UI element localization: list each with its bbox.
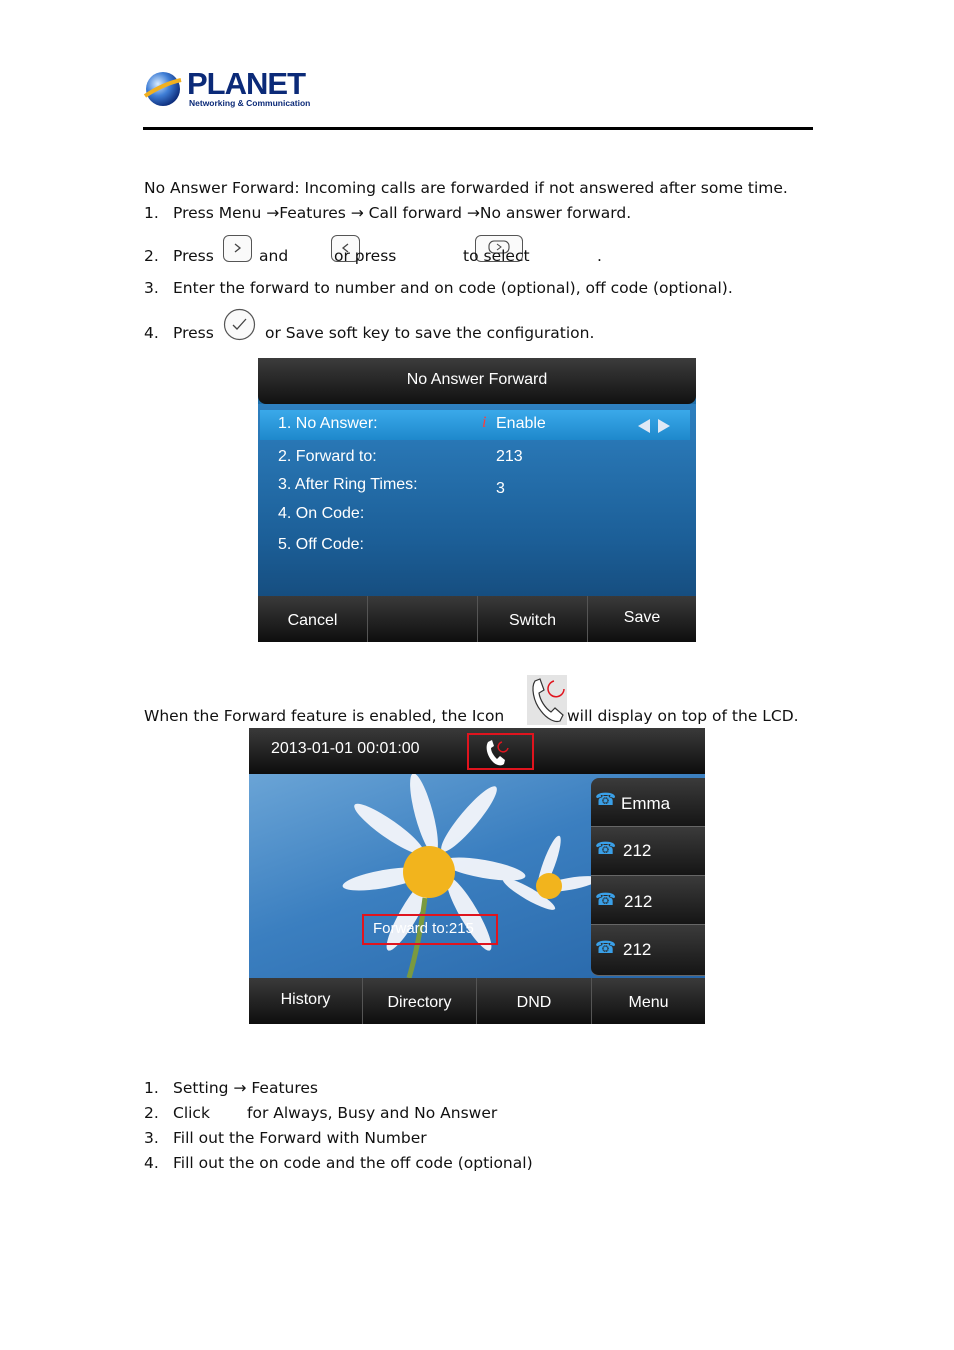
lcd1-row-off-code: 5. Off Code: — [278, 536, 364, 553]
step-1-text: Press Menu →Features → Call forward →No answer forward. — [173, 204, 632, 222]
globe-icon — [143, 70, 183, 108]
line-key-4[interactable] — [591, 925, 705, 976]
phone-icon: ☎ — [595, 890, 617, 909]
softkey-cancel[interactable]: Cancel — [258, 596, 368, 642]
lcd1-title: No Answer Forward — [258, 358, 696, 404]
phone-icon: ☎ — [595, 790, 617, 809]
lcd1-value-after-ring[interactable]: 3 — [496, 480, 505, 497]
brand-name: PLANET — [187, 66, 305, 101]
line-key-3[interactable] — [591, 876, 705, 925]
step-2-press: Press — [173, 247, 214, 265]
icon-line-after: will display on top of the LCD. — [567, 707, 799, 725]
softkey-menu[interactable]: Menu — [628, 994, 669, 1011]
lcd-no-answer-forward — [258, 358, 696, 642]
web-step-2-click: Click — [173, 1104, 210, 1122]
brand-tagline: Networking & Communication — [189, 98, 311, 108]
lcd1-row-on-code: 4. On Code: — [278, 505, 365, 522]
softkey-dnd[interactable]: DND — [477, 978, 592, 1024]
softkey-directory[interactable]: Directory — [363, 978, 477, 1024]
step-2-to-select: to select — [463, 247, 530, 265]
right-key-icon — [223, 235, 252, 262]
planet-logo — [143, 66, 311, 110]
softkey-empty[interactable] — [368, 596, 478, 642]
lcd2-forward-label: Forward to:215 — [373, 920, 474, 937]
step-4-text: or Save soft key to save the configuration. — [265, 324, 595, 342]
icon-line-before: When the Forward feature is enabled, the Icon — [144, 707, 505, 725]
intro-text: No Answer Forward: Incoming calls are forwarded if not answered after some time. — [144, 179, 788, 197]
step-1-number: 1. — [144, 204, 159, 222]
line-key-1[interactable] — [591, 778, 705, 827]
web-step-4-text: Fill out the on code and the off code (optional) — [173, 1154, 533, 1172]
step-2-or-press: or press — [334, 247, 397, 265]
line-key-2-label: 212 — [623, 841, 652, 860]
forward-label-highlight — [362, 914, 498, 945]
call-forward-icon — [527, 675, 567, 725]
phone-icon: ☎ — [595, 839, 617, 858]
lcd1-softkey-bar — [258, 596, 696, 642]
line-key-4-label: 212 — [623, 940, 652, 959]
lcd1-row-forward-to: 2. Forward to: — [278, 448, 377, 465]
line-key-2[interactable] — [591, 827, 705, 876]
edit-icon: i — [482, 414, 487, 431]
status-icon-highlight — [467, 733, 534, 770]
lcd1-row-no-answer: 1. No Answer: — [278, 415, 378, 432]
web-step-3-text: Fill out the Forward with Number — [173, 1129, 427, 1147]
step-2-end: . — [597, 247, 602, 265]
line-key-3-label: 212 — [624, 892, 653, 911]
line-key-1-label: Emma — [621, 794, 671, 813]
step-4-press: Press — [173, 324, 214, 342]
web-step-4-number: 4. — [144, 1154, 159, 1172]
web-step-3-number: 3. — [144, 1129, 159, 1147]
lcd-idle-screen — [249, 728, 705, 1024]
web-step-2-number: 2. — [144, 1104, 159, 1122]
phone-icon: ☎ — [595, 938, 617, 957]
lcd1-row-after-ring: 3. After Ring Times: — [278, 476, 418, 493]
softkey-save[interactable]: Save — [623, 609, 661, 626]
softkey-history[interactable]: History — [249, 978, 363, 1024]
lcd1-value-no-answer[interactable]: Enable — [496, 415, 546, 432]
ok-key-icon — [223, 308, 256, 341]
lcd2-datetime: 2013-01-01 00:01:00 — [271, 740, 420, 757]
step-3-text: Enter the forward to number and on code (optional), off code (optional). — [173, 279, 733, 297]
step-4-number: 4. — [144, 324, 159, 342]
lcd1-value-forward-to[interactable]: 213 — [496, 448, 523, 465]
lcd2-softkey-bar — [249, 978, 705, 1024]
step-2-and: and — [259, 247, 289, 265]
softkey-switch[interactable]: Switch — [478, 596, 588, 642]
header-rule — [143, 127, 813, 130]
step-3-number: 3. — [144, 279, 159, 297]
web-step-1-text: Setting → Features — [173, 1079, 318, 1097]
web-step-2-text: for Always, Busy and No Answer — [247, 1104, 498, 1122]
left-right-arrows-icon[interactable] — [636, 418, 672, 434]
web-step-1-number: 1. — [144, 1079, 159, 1097]
step-2-number: 2. — [144, 247, 159, 265]
